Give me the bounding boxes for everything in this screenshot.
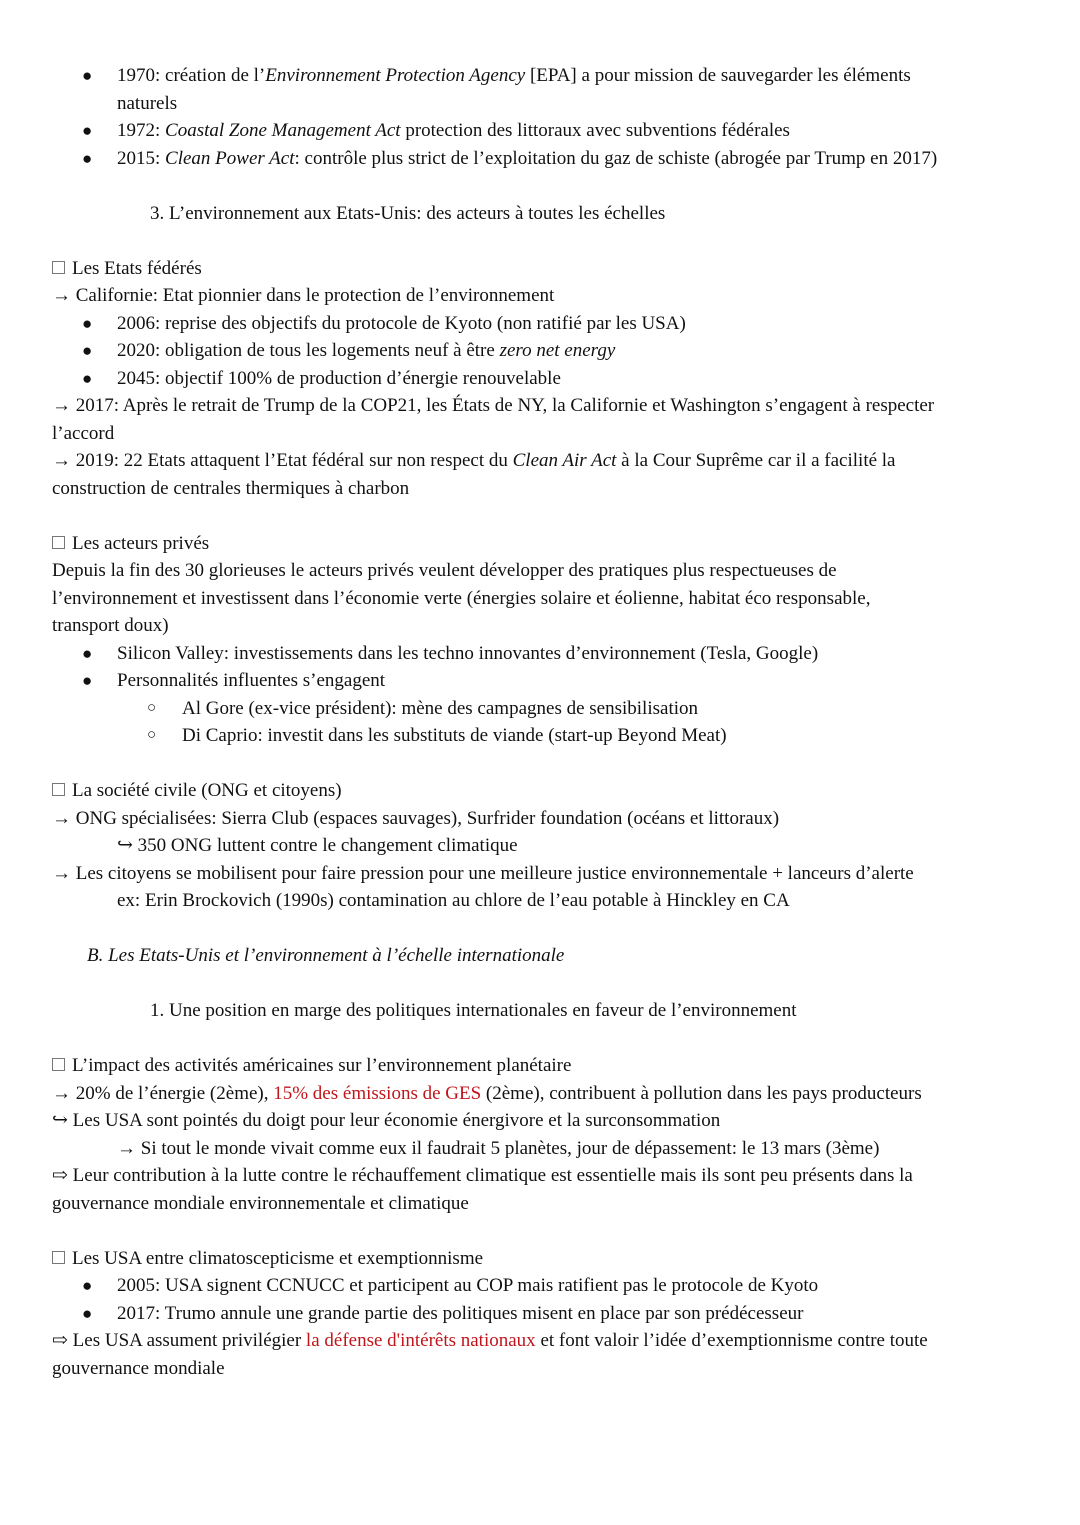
bullet-icon: ● [82,121,93,140]
list-item: ● Silicon Valley: investissements dans les techno innovantes d’environnement (Tesla, Google) [52,640,1028,668]
bullet-icon: ● [82,341,93,360]
subheading-climato: Les USA entre climatoscepticisme et exemptionnisme [52,1245,1028,1273]
bullet-icon: ● [82,1303,93,1323]
bullet-icon: ● [82,368,93,388]
section-title: 1. Une position en marge des politiques internationales en faveur de l’environnement [150,1000,797,1021]
text-line: ex: Erin Brockovich (1990s) contamination au chlore de l’eau potable à Hinckley en CA [117,890,790,911]
checkbox-icon [52,1251,65,1264]
text-line: gouvernance mondiale environnementale et climatique [52,1192,469,1214]
text-line: → 2019: 22 Etats attaquent l’Etat fédéral sur non respect du Clean Air Act à la Cour Suprême car il a facilité la [52,450,896,471]
list-item: ● 2017: Trumo annule une grande partie des politiques misent en place par son prédécesseur [52,1300,1028,1328]
list-item: ● 2006: reprise des objectifs du protocole de Kyoto (non ratifié par les USA) [52,310,1028,338]
bullet-icon: ● [82,148,93,168]
text-line: Depuis la fin des 30 glorieuses le acteurs privés veulent développer des pratiques plus respectueuses de [52,560,837,581]
checkbox-icon [52,536,65,549]
checkbox-icon [52,261,65,274]
text-line: → Californie: Etat pionnier dans le protection de l’environnement [52,285,555,306]
section-title: 3. L’environnement aux Etats-Unis: des acteurs à toutes les échelles [150,202,666,224]
text-line: → Les citoyens se mobilisent pour faire pression pour une meilleure justice environnementale + lanceurs d’alerte [52,862,914,884]
text-line: l’environnement et investissent dans l’économie verte (énergies solaire et éolienne, habitat éco responsable, [52,587,871,609]
subheading-prives: Les acteurs privés [52,530,1028,558]
circle-bullet-icon: ○ [147,699,157,716]
text-line: → 20% de l’énergie (2ème), 15% des émissions de GES (2ème), contribuent à pollution dans les pays producteurs [52,1082,922,1104]
list-item: ● 2005: USA signent CCNUCC et participent au COP mais ratifient pas le protocole de Kyoto [52,1272,1028,1300]
subheading-impact: L’impact des activités américaines sur l’environnement planétaire [52,1052,1028,1080]
list-item: ○ Di Caprio: investit dans les substituts de viande (start-up Beyond Meat) [52,722,1028,750]
text-line: → Si tout le monde vivait comme eux il faudrait 5 planètes, jour de dépassement: le 13 mars (3ème) [117,1137,880,1159]
text-line: gouvernance mondiale [52,1357,225,1379]
checkbox-icon [52,783,65,796]
text-line: construction de centrales thermiques à charbon [52,477,410,499]
list-item: ● 1972: Coastal Zone Management Act protection des littoraux avec subventions fédérales [52,117,1028,145]
text-line: → ONG spécialisées: Sierra Club (espaces sauvages), Surfrider foundation (océans et littoraux) [52,807,780,829]
circle-bullet-icon: ○ [147,727,157,743]
bullet-icon: ● [82,1276,93,1295]
text-line: l’accord [52,422,115,444]
part-title: B. Les Etats-Unis et l’environnement à l’échelle internationale [87,945,565,966]
list-item: ● 2045: objectif 100% de production d’énergie renouvelable [52,365,1028,393]
text-line: ↪ 350 ONG luttent contre le changement climatique [117,835,518,856]
bullet-icon: ● [82,66,93,85]
checkbox-icon [52,1058,65,1071]
bullet-icon: ● [82,313,93,333]
text-line: ⇨ Les USA assument privilégier la défense d'intérêts nationaux et font valoir l’idée d’exemptionnisme contre toute [52,1330,928,1351]
text-line: transport doux) [52,615,169,636]
text-line: ↪ Les USA sont pointés du doigt pour leur économie énergivore et la surconsommation [52,1110,721,1131]
list-item: ● 2020: obligation de tous les logements neuf à être zero net energy [52,337,1028,365]
subheading-civile: La société civile (ONG et citoyens) [52,777,1028,805]
list-item: ● Personnalités influentes s’engagent [52,667,1028,695]
bullet-icon: ● [82,671,93,690]
list-item: ● 1970: création de l’Environnement Protection Agency [EPA] a pour mission de sauvegarder les éléments naturels [52,62,1028,117]
text-line: ⇨ Leur contribution à la lutte contre le réchauffement climatique est essentielle mais ils sont peu présents dans la [52,1165,913,1186]
text-line: → 2017: Après le retrait de Trump de la COP21, les États de NY, la Californie et Washington s’engagent à respecter [52,395,935,416]
list-item: ○ Al Gore (ex-vice président): mène des campagnes de sensibilisation [52,695,1028,723]
list-item: ● 2015: Clean Power Act: contrôle plus strict de l’exploitation du gaz de schiste (abrogée par Trump en 2017) [52,145,1028,173]
subheading-etats: Les Etats fédérés [52,255,1028,283]
bullet-icon: ● [82,643,93,663]
